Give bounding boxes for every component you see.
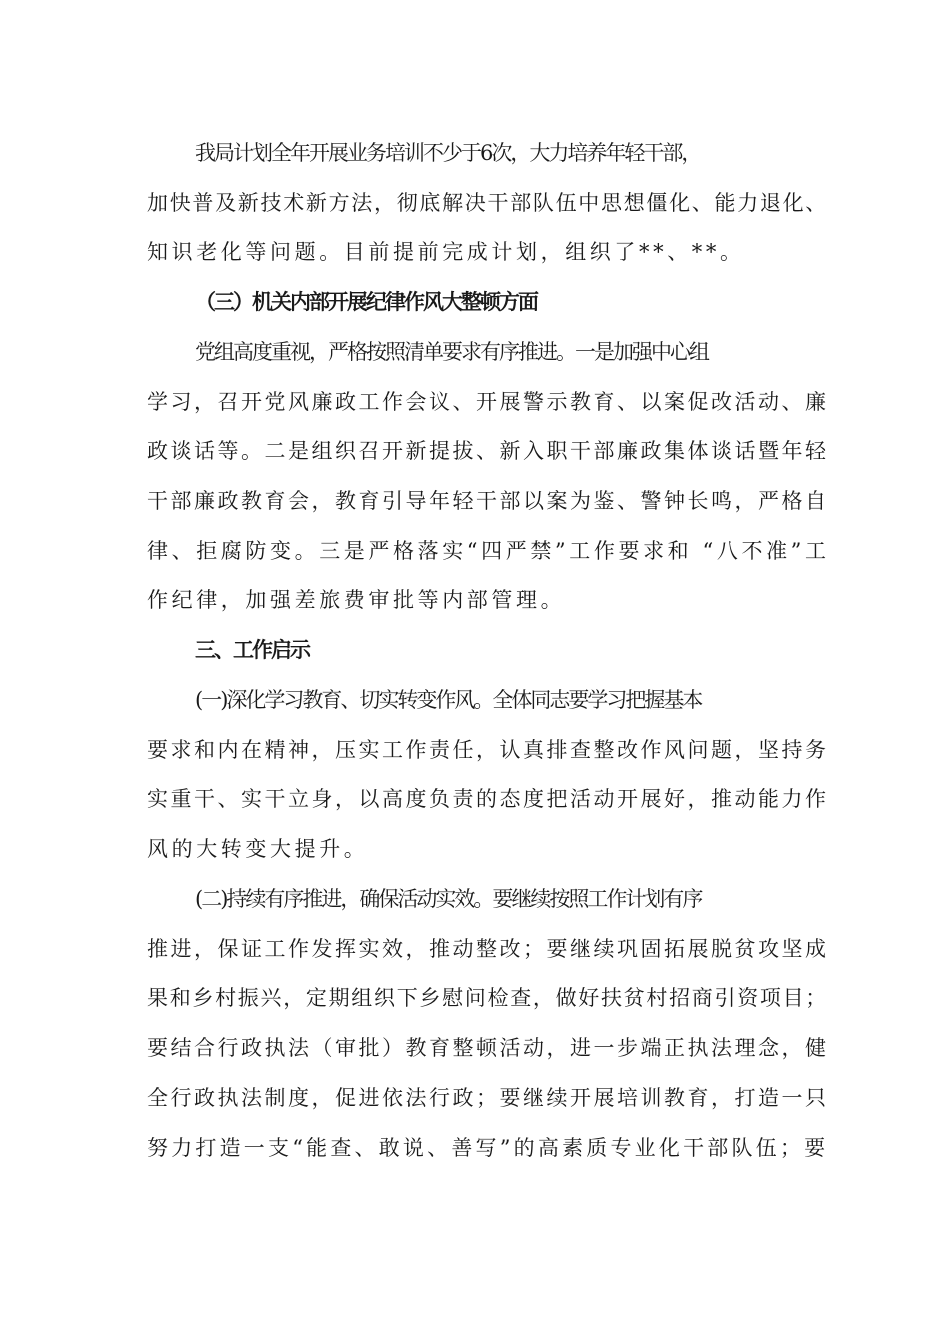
paragraph-line: 干部廉政教育会，教育引导年轻干部以案为鉴、警钟长鸣，严格自	[147, 489, 829, 513]
paragraph-line: 全行政执法制度，促进依法行政；要继续开展培训教育，打造一只	[147, 1086, 829, 1110]
paragraph-line: 加快普及新技术新方法，彻底解决干部队伍中思想僵化、能力退化、	[147, 191, 828, 215]
paragraph-line: 律、拒腐防变。三是严格落实“四严禁”工作要求和 “八不准”工	[147, 539, 830, 563]
paragraph-line: 政谈话等。二是组织召开新提拔、新入职干部廉政集体谈话暨年轻	[147, 439, 829, 463]
paragraph-line: 果和乡村振兴，定期组织下乡慰问检查，做好扶贫村招商引资项目；	[147, 986, 828, 1010]
section-heading: 三、工作启示	[195, 637, 309, 662]
paragraph-line: 推进，保证工作发挥实效，推动整改；要继续巩固拓展脱贫攻坚成	[147, 937, 829, 961]
paragraph-line: (一)深化学习教育、切实转变作风。全体同志要学习把握基本	[195, 688, 702, 712]
paragraph-line: 要结合行政执法（审批）教育整顿活动，进一步端正执法理念，健	[147, 1036, 829, 1060]
paragraph-line: 要求和内在精神，压实工作责任，认真排查整改作风问题，坚持务	[147, 738, 829, 762]
paragraph-line: 努力打造一支“能查、敢说、善写”的高素质专业化干部队伍；要	[147, 1136, 829, 1160]
paragraph-line: 知识老化等问题。目前提前完成计划，组织了**、**。	[147, 240, 745, 264]
paragraph-line: 党组高度重视，严格按照清单要求有序推进。一是加强中心组	[195, 340, 708, 364]
section-heading: （三）机关内部开展纪律作风大整顿方面	[195, 289, 537, 314]
paragraph-line: 我局计划全年开展业务培训不少于6次，大力培养年轻干部，	[195, 141, 701, 165]
paragraph-line: 作纪律，加强差旅费审批等内部管理。	[147, 588, 566, 612]
paragraph-line: 实重干、实干立身，以高度负责的态度把活动开展好，推动能力作	[147, 787, 829, 811]
paragraph-line: 风的大转变大提升。	[147, 837, 369, 861]
paragraph-line: 学习，召开党风廉政工作会议、开展警示教育、以案促改活动、廉	[147, 390, 829, 414]
paragraph-line: (二)持续有序推进，确保活动实效。要继续按照工作计划有序	[195, 887, 702, 911]
